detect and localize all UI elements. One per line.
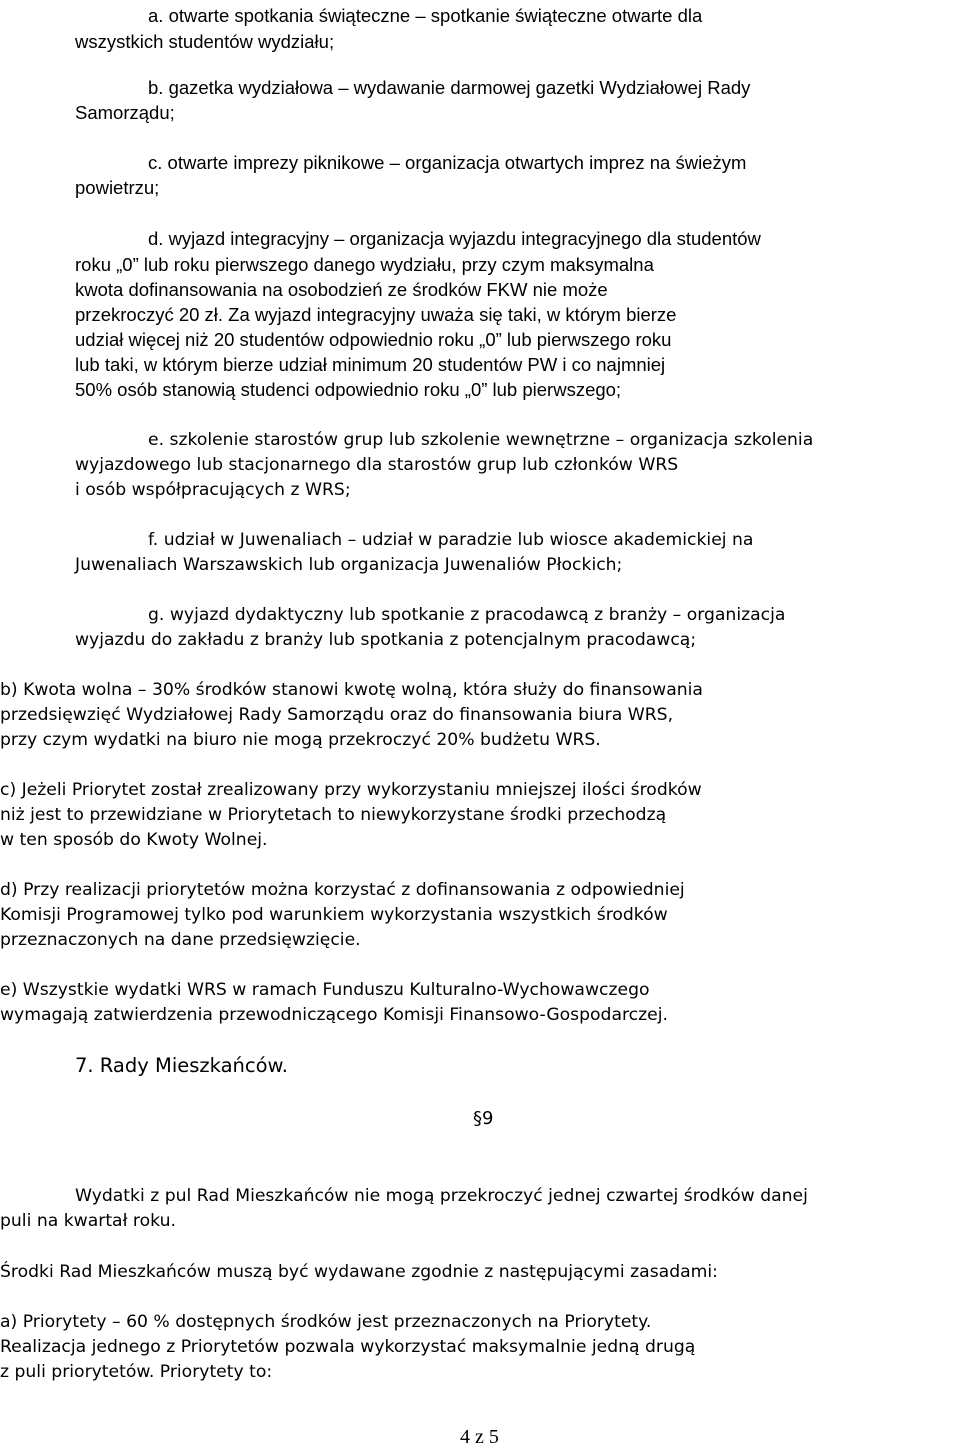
section-body-line-4: a) Priorytety – 60 % dostępnych środków jest przeznaczonych na Priorytety. [0,1312,652,1332]
list-item-a-line-1: a. otwarte spotkania świąteczne – spotkanie świąteczne otwarte dla [148,5,703,26]
paragraph-b-line-2: przedsięwzięć Wydziałowej Rady Samorządu oraz do finansowania biura WRS, [0,705,674,725]
list-item-d-line-3: kwota dofinansowania na osobodzień ze środków FKW nie może [75,279,608,300]
list-item-e-line-2: wyjazdowego lub stacjonarnego dla starostów grup lub członków WRS [75,455,679,475]
list-item-d-line-6: lub taki, w którym bierze udział minimum 20 studentów PW i co najmniej [75,354,666,375]
list-item-d-line-4: przekroczyć 20 zł. Za wyjazd integracyjny uważa się taki, w którym bierze [75,304,677,325]
section-body-line-5: Realizacja jednego z Priorytetów pozwala wykorzystać maksymalnie jedną drugą [0,1337,696,1357]
list-item-d-line-2: roku „0” lub roku pierwszego danego wydziału, przy czym maksymalna [75,254,654,275]
paragraph-d-line-3: przeznaczonych na dane przedsięwzięcie. [0,930,361,950]
section-body-line-2: puli na kwartał roku. [0,1211,176,1231]
list-item-c-line-2: powietrzu; [75,177,160,198]
list-item-g-line-1: g. wyjazd dydaktyczny lub spotkanie z pracodawcą z branży – organizacja [148,605,786,625]
paragraph-c-line-3: w ten sposób do Kwoty Wolnej. [0,830,268,850]
page-number: 4 z 5 [460,1426,499,1448]
paragraph-b-line-3: przy czym wydatki na biuro nie mogą przekroczyć 20% budżetu WRS. [0,730,601,750]
section-symbol: §9 [473,1108,494,1129]
list-item-a-line-2: wszystkich studentów wydziału; [75,31,335,52]
list-item-d-line-1: d. wyjazd integracyjny – organizacja wyjazdu integracyjnego dla studentów [148,228,761,249]
section-body-line-6: z puli priorytetów. Priorytety to: [0,1362,273,1382]
list-item-e-line-1: e. szkolenie starostów grup lub szkolenie wewnętrzne – organizacja szkolenia [148,430,814,450]
paragraph-d-line-1: d) Przy realizacji priorytetów można korzystać z dofinansowania z odpowiedniej [0,880,685,900]
list-item-d-line-5: udział więcej niż 20 studentów odpowiednio roku „0” lub pierwszego roku [75,329,672,350]
section-heading: 7. Rady Mieszkańców. [75,1054,288,1077]
list-item-f-line-1: f. udział w Juwenaliach – udział w paradzie lub wiosce akademickiej na [148,530,754,550]
list-item-b-line-1: b. gazetka wydziałowa – wydawanie darmowej gazetki Wydziałowej Rady [148,77,751,98]
paragraph-e-line-2: wymagają zatwierdzenia przewodniczącego Komisji Finansowo-Gospodarczej. [0,1005,668,1025]
list-item-d-line-7: 50% osób stanowią studenci odpowiednio roku „0” lub pierwszego; [75,379,622,400]
list-item-b-line-2: Samorządu; [75,102,175,123]
paragraph-c-line-1: c) Jeżeli Priorytet został zrealizowany przy wykorzystaniu mniejszej ilości środków [0,780,702,800]
section-body-line-3: Środki Rad Mieszkańców muszą być wydawane zgodnie z następującymi zasadami: [0,1262,718,1282]
list-item-c-line-1: c. otwarte imprezy piknikowe – organizacja otwartych imprez na świeżym [148,152,747,173]
paragraph-d-line-2: Komisji Programowej tylko pod warunkiem wykorzystania wszystkich środków [0,905,668,925]
paragraph-c-line-2: niż jest to przewidziane w Priorytetach to niewykorzystane środki przechodzą [0,805,667,825]
list-item-g-line-2: wyjazdu do zakładu z branży lub spotkania z potencjalnym pracodawcą; [75,630,697,650]
list-item-e-line-3: i osób współpracujących z WRS; [75,480,351,500]
paragraph-b-line-1: b) Kwota wolna – 30% środków stanowi kwotę wolną, która służy do finansowania [0,680,703,700]
section-body-line-1: Wydatki z pul Rad Mieszkańców nie mogą przekroczyć jednej czwartej środków danej [75,1186,808,1206]
paragraph-e-line-1: e) Wszystkie wydatki WRS w ramach Funduszu Kulturalno-Wychowawczego [0,980,650,1000]
list-item-f-line-2: Juwenaliach Warszawskich lub organizacja Juwenaliów Płockich; [75,555,623,575]
